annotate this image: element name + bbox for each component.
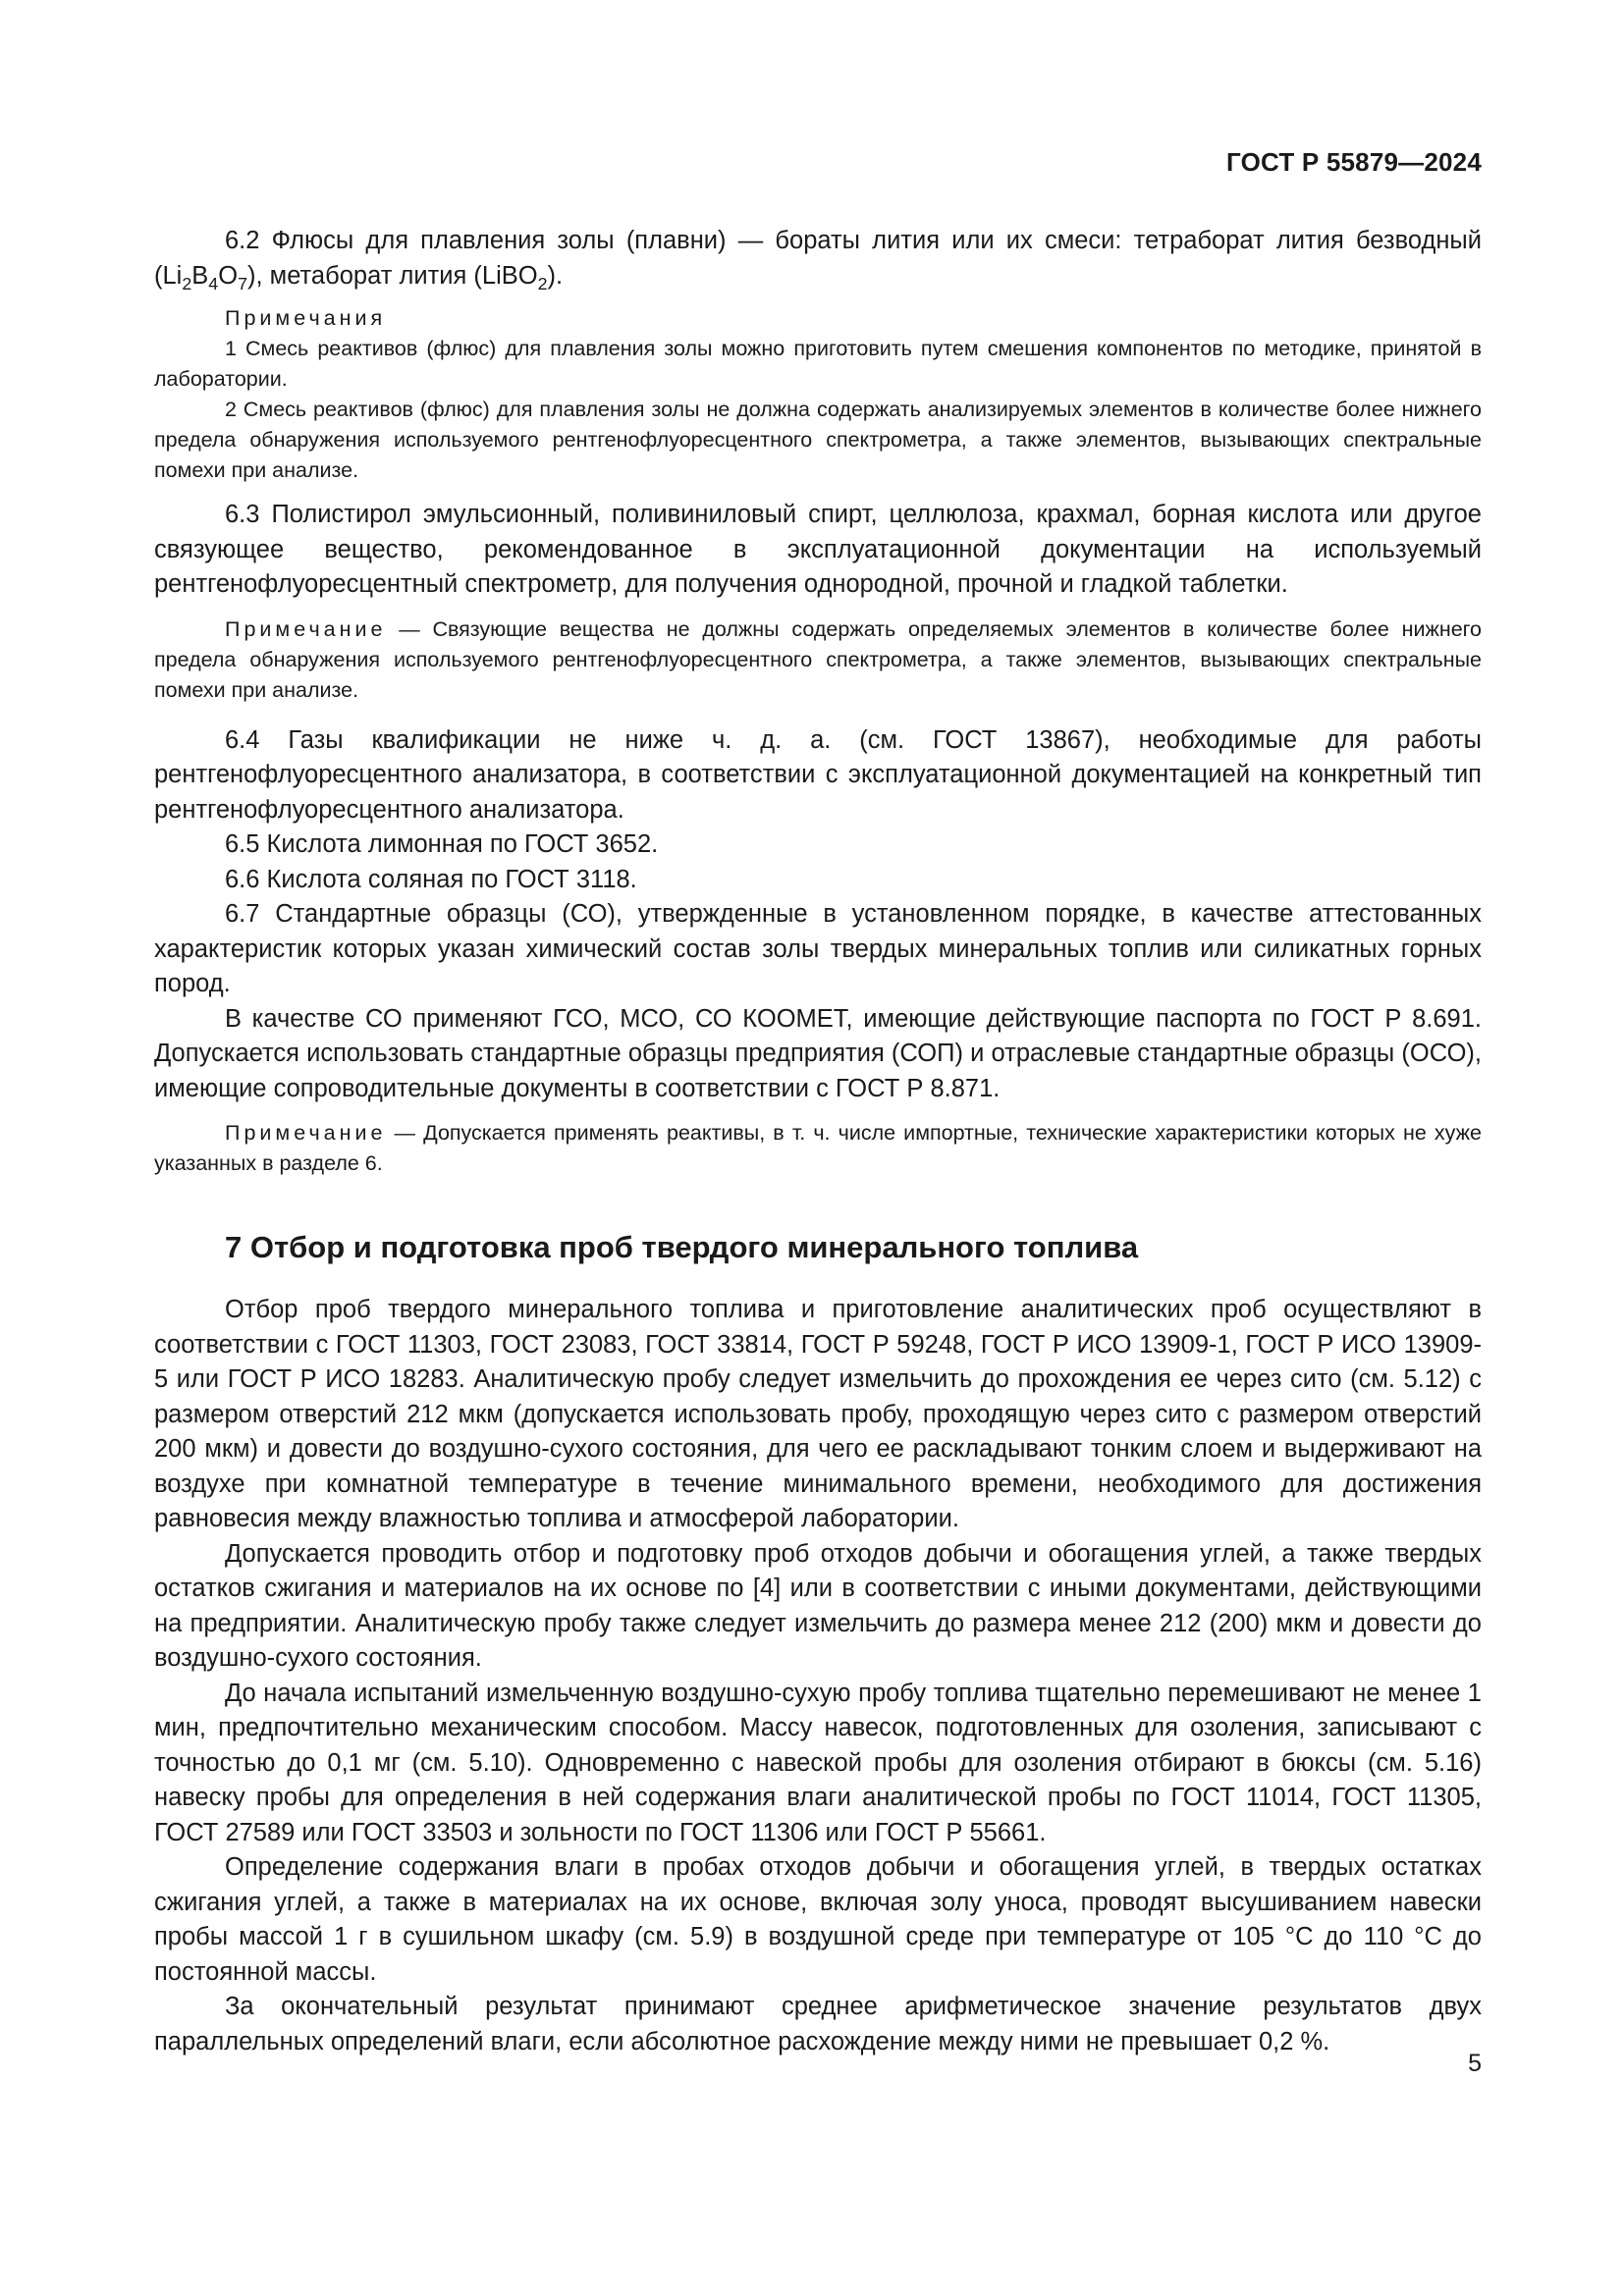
page-number: 5 bbox=[1468, 2050, 1482, 2077]
note-1: 1 Смесь реактивов (флюс) для плавления золы можно приготовить путем смешения компонентов по методике, принятой в лаборатории. bbox=[154, 337, 1482, 391]
paragraph-6-3: 6.3 Полистирол эмульсионный, поливиниловый спирт, целлюлоза, крахмал, борная кислота или другое связующее вещество, рекомендованное в эксплуатационной документации на используемый рентгенофлуоресцентный спектрометр, для получения однородной, прочной и гладкой таблетки. bbox=[154, 501, 1482, 598]
note-label: Примечание bbox=[225, 1121, 387, 1145]
note-6-3 bbox=[154, 614, 1482, 706]
section-7-paragraph-5: За окончательный результат принимают среднее арифметическое значение результатов двух параллельных определений влаги, если абсолютное расхождение между ними не превышает 0,2 %. bbox=[154, 1993, 1482, 2056]
note-label: Примечание bbox=[225, 616, 387, 641]
paragraph-6-6: 6.6 Кислота соляная по ГОСТ 3118. bbox=[225, 865, 637, 893]
section-7-title: 7 Отбор и подготовка проб твердого минерального топлива bbox=[225, 1230, 1139, 1264]
document-header: ГОСТ Р 55879—2024 bbox=[1226, 147, 1482, 177]
note-section-6 bbox=[154, 1118, 1482, 1179]
paragraph-6-4: 6.4 Газы квалификации не ниже ч. д. а. (см. ГОСТ 13867), необходимые для работы рентгенофлуоресцентного анализатора, в соответствии с эксплуатационной документацией на конкретный тип рентгенофлуоресцентного анализатора. bbox=[154, 725, 1482, 824]
section-7-paragraph-1: Отбор проб твердого минерального топлива и приготовление аналитических проб осуществляют в соответствии с ГОСТ 11303, ГОСТ 23083, ГОСТ 33814, ГОСТ Р 59248, ГОСТ Р ИСО 13909-1, ГОСТ Р ИСО 13909-5 или ГОСТ Р ИСО 18283. Аналитическую пробу следует измельчить до прохождения ее через сито (см. 5.12) с размером отверстий 212 мкм (допускается использовать пробу, проходящую через сито с размером отверстий 200 мкм) и довести до воздушно-сухого состояния, для чего ее раскладывают тонким слоем и выдерживают на воздухе при комнатной температуре в течение минимального времени, необходимого для достижения равновесия между влажностью топлива и атмосферой лаборатории. bbox=[154, 1296, 1482, 1532]
note-text: — Допускается применять реактивы, в т. ч. числе импортные, технические характеристики которых не хуже указанных в разделе 6. bbox=[154, 1121, 1482, 1175]
notes-6-2 bbox=[154, 303, 1482, 486]
section-7-paragraph-2: Допускается проводить отбор и подготовку проб отходов добычи и обогащения углей, а также твердых остатков сжигания и материалов на их основе по [4] или в соответствии с иными документами, действующими на предприятии. Аналитическую пробу также следует измельчить до размера менее 212 (200) мкм и довести до воздушно-сухого состояния. bbox=[154, 1539, 1482, 1672]
section-7-paragraph-4: Определение содержания влаги в пробах отходов добычи и обогащения углей, в твердых остатках сжигания углей, а также в материалах на их основе, включая золу уноса, проводят высушиванием навески пробы массой 1 г в сушильном шкафу (см. 5.9) в воздушной среде при температуре от 105 °С до 110 °С до постоянной массы. bbox=[154, 1853, 1482, 1986]
paragraph-6-5: 6.5 Кислота лимонная по ГОСТ 3652. bbox=[225, 830, 659, 858]
paragraph-6-7: 6.7 Стандартные образцы (СО), утвержденные в установленном порядке, в качестве аттестованных характеристик которых указан химический состав золы твердых минеральных топлив или силикатных горных пород. bbox=[154, 900, 1482, 997]
paragraph-6-2: 6.2 Флюсы для плавления золы (плавни) — бораты лития или их смеси: тетраборат лития безводный $(Li_2B_4O_7)$, метаборат лития (LiBO$_2$). bbox=[154, 227, 1482, 294]
document-page bbox=[154, 0, 1482, 2296]
section-7-paragraph-3: До начала испытаний измельченную воздушно-сухую пробу топлива тщательно перемешивают не менее 1 мин, предпочтительно механическим способом. Массу навесок, подготовленных для озоления, записывают с точностью до 0,1 мг (см. 5.10). Одновременно с навеской пробы для озоления отбирают в бюксы (см. 5.16) навеску пробы для определения в ней содержания влаги аналитической пробы по ГОСТ 11014, ГОСТ 11305, ГОСТ 27589 или ГОСТ 33503 и зольности по ГОСТ 11306 или ГОСТ Р 55661. bbox=[154, 1679, 1482, 1846]
note-2: 2 Смесь реактивов (флюс) для плавления золы не должна содержать анализируемых элементов в количестве более нижнего предела обнаружения используемого рентгенофлуоресцентного спектрометра, а также элементов, вызывающих спектральные помехи при анализе. bbox=[154, 398, 1482, 482]
page-content bbox=[154, 224, 1482, 2059]
notes-title: Примечания bbox=[225, 306, 387, 330]
paragraph-6-7-b: В качестве СО применяют ГСО, МСО, СО КООМЕТ, имеющие действующие паспорта по ГОСТ Р 8.691. Допускается использовать стандартные образцы предприятия (СОП) и отраслевые стандартные образцы (ОСО), имеющие сопроводительные документы в соответствии с ГОСТ Р 8.871. bbox=[154, 1004, 1482, 1102]
note-text: — Связующие вещества не должны содержать определяемых элементов в количестве более нижнего предела обнаружения используемого рентгенофлуоресцентного спектрометра, а также элементов, вызывающих спектральные помехи при анализе. bbox=[154, 616, 1482, 702]
